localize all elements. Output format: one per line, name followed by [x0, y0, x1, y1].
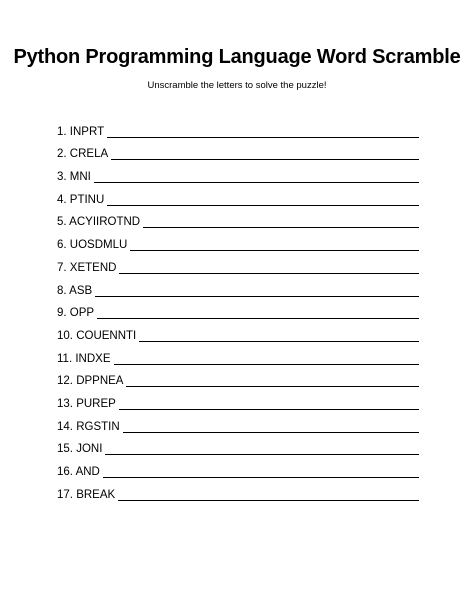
scrambled-word: XETEND: [69, 261, 117, 274]
scramble-label: [57, 216, 143, 229]
scramble-label: [57, 330, 139, 343]
item-number: 14 .: [57, 421, 76, 433]
scramble-label: [57, 171, 94, 184]
answer-line[interactable]: [123, 432, 419, 433]
scramble-label: [57, 285, 95, 298]
answer-line[interactable]: [143, 227, 419, 228]
scramble-item: [57, 298, 419, 321]
item-number: 16 .: [57, 466, 76, 478]
scramble-label: [57, 126, 107, 139]
item-number: 10 .: [57, 330, 76, 342]
scrambled-word: JONI: [76, 443, 103, 456]
scrambled-word: DPPNEA: [76, 375, 124, 388]
answer-line[interactable]: [94, 182, 419, 183]
scramble-item: [57, 343, 419, 366]
page-title: Python Programming Language Word Scramble: [13, 46, 461, 68]
item-number: 5 .: [57, 216, 69, 228]
item-number: 3 .: [57, 171, 70, 183]
scramble-item: [57, 229, 419, 252]
scramble-item: [57, 207, 419, 230]
item-number: 6 .: [57, 239, 70, 251]
scrambled-word: UOSDMLU: [69, 239, 128, 252]
item-number: 17 .: [57, 489, 76, 501]
scramble-item: [57, 116, 419, 139]
scramble-item: [57, 184, 419, 207]
scramble-label: [57, 489, 118, 502]
answer-line[interactable]: [107, 137, 419, 138]
scramble-item: [57, 252, 419, 275]
scramble-item: [57, 161, 419, 184]
answer-line[interactable]: [130, 250, 419, 251]
item-number: 8 .: [57, 285, 69, 297]
scramble-list: [57, 116, 419, 502]
item-number: 12 .: [57, 375, 76, 387]
scrambled-word: INPRT: [69, 125, 105, 138]
scrambled-word: INDXE: [75, 352, 111, 365]
item-number: 7 .: [57, 262, 70, 274]
scramble-item: [57, 411, 419, 434]
scrambled-word: CRELA: [69, 148, 109, 161]
scrambled-word: ACYIIROTND: [69, 216, 141, 229]
scramble-label: [57, 239, 130, 252]
answer-line[interactable]: [107, 205, 419, 206]
scramble-label: [57, 375, 126, 388]
scrambled-word: AND: [75, 466, 100, 478]
scrambled-word: BREAK: [76, 488, 116, 501]
item-number: 13 .: [57, 398, 76, 410]
scramble-label: [57, 466, 103, 479]
scrambled-word: COUENNTI: [76, 329, 137, 342]
item-number: 9 .: [57, 307, 70, 319]
instructions: Unscramble the letters to solve the puzzle!: [147, 80, 327, 91]
answer-line[interactable]: [97, 318, 419, 319]
scramble-label: [57, 443, 105, 456]
scramble-label: [57, 421, 123, 434]
scrambled-word: RGSTIN: [76, 420, 120, 433]
scramble-label: [57, 194, 107, 207]
item-number: 2 .: [57, 148, 70, 160]
answer-line[interactable]: [119, 409, 419, 410]
scramble-label: [57, 262, 119, 275]
item-number: 4 .: [57, 194, 70, 206]
item-number: 11 .: [57, 353, 75, 365]
scramble-label: [57, 353, 114, 366]
scramble-label: [57, 307, 97, 320]
answer-line[interactable]: [114, 364, 420, 365]
answer-line[interactable]: [111, 159, 419, 160]
answer-line[interactable]: [139, 341, 419, 342]
scramble-item: [57, 479, 419, 502]
scramble-item: [57, 434, 419, 457]
scramble-item: [57, 366, 419, 389]
answer-line[interactable]: [105, 454, 419, 455]
scramble-item: [57, 320, 419, 343]
answer-line[interactable]: [103, 477, 419, 478]
answer-line[interactable]: [126, 386, 419, 387]
scramble-item: [57, 275, 419, 298]
item-number: 15 .: [57, 443, 76, 455]
scrambled-word: ASB: [69, 284, 93, 297]
scramble-item: [57, 139, 419, 162]
scramble-item: [57, 388, 419, 411]
scrambled-word: PTINU: [69, 193, 105, 206]
item-number: 1 .: [57, 126, 70, 138]
answer-line[interactable]: [118, 500, 419, 501]
scrambled-word: MNI: [69, 171, 91, 184]
answer-line[interactable]: [95, 296, 419, 297]
scramble-item: [57, 456, 419, 479]
answer-line[interactable]: [119, 273, 419, 274]
scrambled-word: PUREP: [76, 397, 116, 410]
scrambled-word: OPP: [69, 307, 95, 320]
scramble-label: [57, 398, 119, 411]
scramble-label: [57, 148, 111, 161]
